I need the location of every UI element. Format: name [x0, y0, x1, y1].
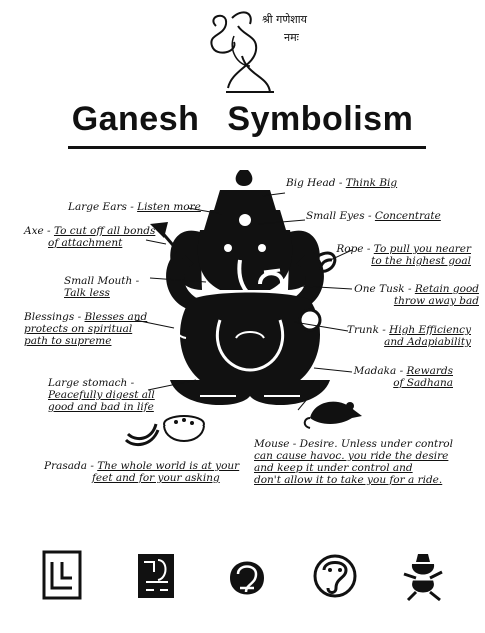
logo-text-line1: श्री गणेशाय: [262, 13, 307, 26]
label-prasada: Prasada - The whole world is at your feet and for your asking: [44, 460, 240, 484]
label-prasada-meaning-line1: The whole world is at your: [97, 460, 240, 472]
label-large-ears: Large Ears - Listen more: [68, 201, 201, 213]
label-rope-part: Rope: [336, 243, 364, 255]
label-axe-part: Axe: [24, 225, 44, 237]
label-big-head-meaning: Think Big: [345, 177, 398, 189]
label-blessings-part: Blessings: [24, 311, 75, 323]
ganesh-circle-image: [312, 548, 358, 604]
label-one-tusk-meaning-line2: throw away bad: [393, 295, 479, 307]
label-rope-meaning-line2: to the highest goal: [371, 255, 471, 267]
label-mouse: [254, 438, 453, 486]
label-large-stomach: Large stomach - Peacefully digest all good and bad in life: [48, 377, 155, 413]
title-word2: Symbolism: [227, 100, 414, 138]
label-large-stomach-part: Large stomach: [48, 377, 128, 389]
label-large-ears-part: Large Ears: [68, 201, 127, 213]
label-rope-meaning-line1: To pull you nearer: [373, 243, 471, 255]
label-large-stomach-meaning-line2: good and bad in life: [48, 401, 154, 413]
label-one-tusk-part: One Tusk: [354, 283, 405, 295]
ganesh-tiled-icon: [134, 548, 180, 604]
label-axe-meaning-line2: of attachment: [48, 237, 123, 249]
label-mouse-line1: Mouse - Desire. Unless under control: [254, 438, 453, 450]
label-small-eyes: Small Eyes - Concentrate: [306, 210, 441, 222]
ganesh-circle-icon: [312, 548, 358, 604]
label-small-mouth-part: Small Mouth: [64, 275, 133, 287]
label-mouse-line3: and keep it under control and: [254, 462, 413, 474]
label-madaka-meaning-line2: of Sadhana: [393, 377, 453, 389]
label-trunk: Trunk - High Efficiency and Adapiability: [347, 324, 471, 348]
label-small-mouth-meaning: Talk less: [64, 287, 110, 299]
label-blessings-meaning-line1: Blesses and: [84, 311, 148, 323]
label-small-mouth: Small Mouth - Talk less: [64, 275, 140, 299]
label-mouse-line2: can cause havoc. you ride the desire: [254, 450, 449, 462]
label-small-eyes-part: Small Eyes: [306, 210, 365, 222]
label-blessings-meaning-line2: protects on spiritual: [24, 323, 133, 335]
label-madaka-part: Madaka: [353, 365, 397, 377]
ganesh-dancing-image: [400, 548, 446, 604]
label-large-ears-meaning: Listen more: [137, 201, 201, 213]
ganesh-round-image: [224, 548, 270, 604]
label-big-head-part: Big Head: [286, 177, 336, 189]
ganesh-tiled-image: [134, 548, 180, 604]
ganesh-round-icon: [224, 548, 270, 604]
label-large-stomach-meaning-line1: Peacefully digest all: [48, 389, 155, 401]
label-prasada-meaning-line2: feet and for your asking: [92, 472, 220, 484]
logo-text-line2: नमः: [284, 31, 299, 44]
ganesh-square-image: [40, 548, 86, 604]
title-word1: Ganesh: [71, 100, 200, 138]
label-madaka-meaning-line1: Rewards: [406, 365, 453, 377]
label-trunk-meaning-line1: High Efficiency: [389, 324, 471, 336]
label-trunk-part: Trunk: [347, 324, 379, 336]
label-axe: Axe - To cut off all bonds of attachment: [24, 225, 156, 249]
ganesh-square-icon: [40, 548, 86, 604]
label-rope: Rope - To pull you nearer to the highest goal: [336, 243, 471, 267]
label-mouse-line4: don't allow it to take you for a ride.: [254, 474, 443, 486]
label-axe-meaning-line1: To cut off all bonds: [53, 225, 156, 237]
label-blessings: Blessings - Blesses and protects on spiritual path to supreme: [24, 311, 148, 347]
label-big-head: Big Head - Think Big: [286, 177, 398, 189]
ganesh-dancing-icon: [400, 548, 446, 604]
label-small-eyes-meaning: Concentrate: [374, 210, 441, 222]
label-one-tusk: One Tusk - Retain good throw away bad: [354, 283, 479, 307]
label-trunk-meaning-line2: and Adapiability: [384, 336, 471, 348]
label-prasada-part: Prasada: [44, 460, 87, 472]
label-madaka: Madaka - Rewards of Sadhana: [353, 365, 453, 389]
label-one-tusk-meaning-line1: Retain good: [414, 283, 479, 295]
label-blessings-meaning-line3: path to supreme: [24, 335, 112, 347]
